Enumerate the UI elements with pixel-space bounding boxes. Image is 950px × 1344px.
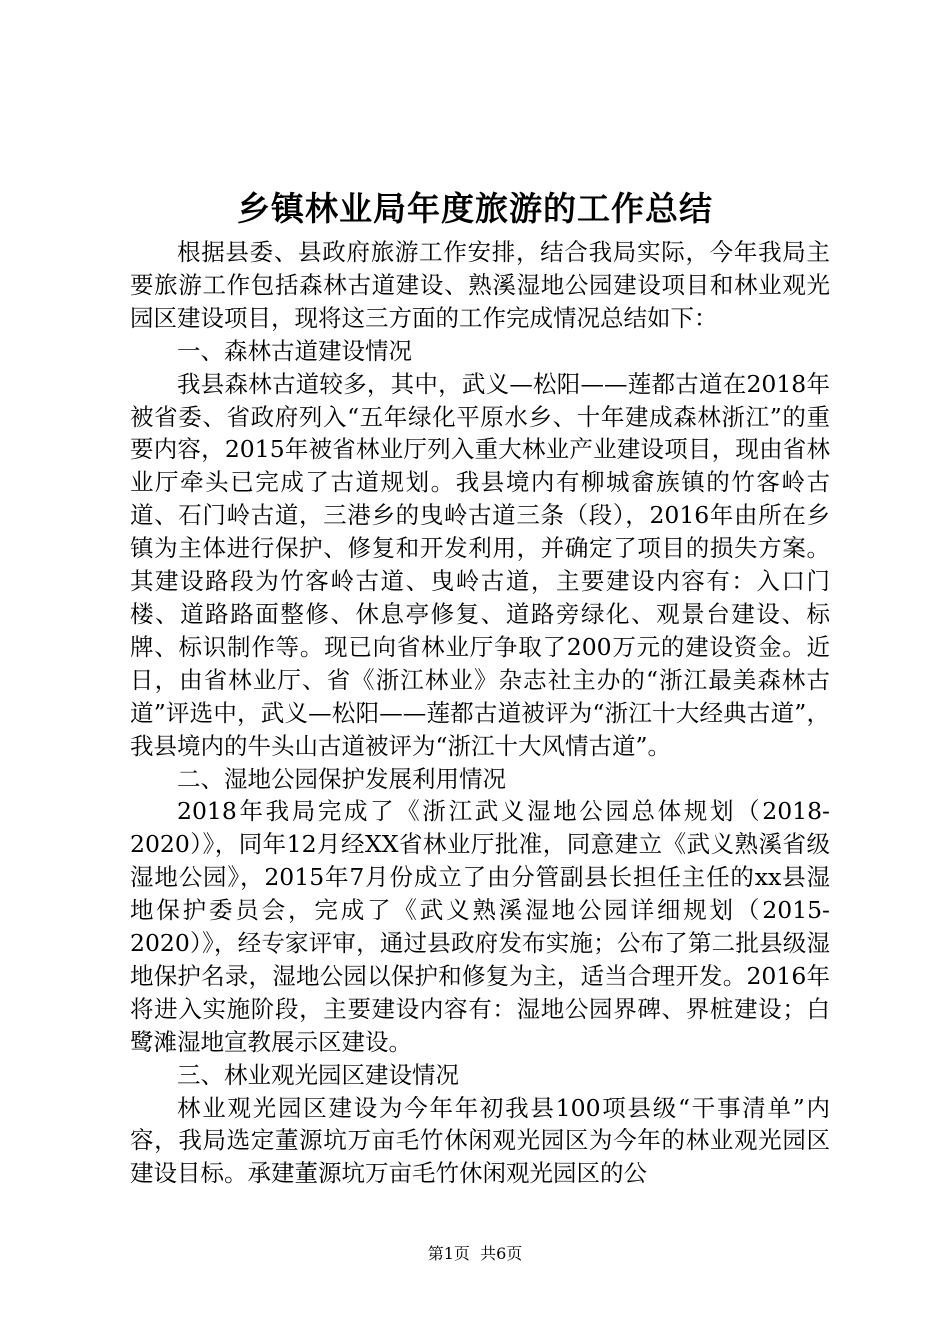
wetland-park-paragraph: 2018年我局完成了《浙江武义湿地公园总体规划（2018-2020）》，同年12月经XX省林业厅批准，同意建立《武义熟溪省级湿地公园》，2015年7月份成立了由分管副县长担任主任的xx县湿地保护委员会，完成了《武义熟溪湿地公园详细规划（2015-2020）》，经专家评审，通过县政府发布实施；公布了第二批县级湿地保护名录，湿地公园以保护和修复为主，适当合理开发。2016年将进入实施阶段，主要建设内容有：湿地公园界碑、界桩建设；白鹭滩湿地宣教展示区建设。 [130,797,830,1056]
section-heading-sightseeing-park: 三、林业观光园区建设情况 [177,1060,459,1089]
section-heading-wetland-park: 二、湿地公园保护发展利用情况 [177,764,506,793]
intro-paragraph: 根据县委、县政府旅游工作安排，结合我局实际，今年我局主要旅游工作包括森林古道建设、熟溪湿地公园建设项目和林业观光园区建设项目，现将这三方面的工作完成情况总结如下： [130,238,830,332]
page-footer [0,1242,950,1266]
document-body [130,236,830,1190]
document-title: 乡镇林业局年度旅游的工作总结 [237,189,713,228]
footer-separator [470,1244,480,1263]
page-number: 第1页 [427,1244,470,1263]
section-heading-forest-trails: 一、森林古道建设情况 [177,336,412,365]
sightseeing-park-paragraph: 林业观光园区建设为今年年初我县100项县级“干事清单”内容，我局选定董源坑万亩毛竹休闲观光园区为今年的林业观光园区建设目标。承建董源坑万亩毛竹休闲观光园区的公 [130,1093,830,1188]
page-total: 共6页 [480,1244,523,1263]
forest-trails-paragraph: 我县森林古道较多，其中，武义—松阳——莲都古道在2018年被省委、省政府列入“五年绿化平原水乡、十年建成森林浙江”的重要内容，2015年被省林业厅列入重大林业产业建设项目，现由省林业厅牵头已完成了古道规划。我县境内有柳城畲族镇的竹客岭古道、石门岭古道，三港乡的曳岭古道三条（段），2016年由所在乡镇为主体进行保护、修复和开发利用，并确定了项目的损失方案。其建设路段为竹客岭古道、曳岭古道，主要建设内容有：入口门楼、道路路面整修、休息亭修复、道路旁绿化、观景台建设、标牌、标识制作等。现已向省林业厅争取了200万元的建设资金。近日，由省林业厅、省《浙江林业》杂志社主办的“浙江最美森林古道”评选中，武义—松阳——莲都古道被评为“浙江十大经典古道”，我县境内的牛头山古道被评为“浙江十大风情古道”。 [130,369,830,760]
